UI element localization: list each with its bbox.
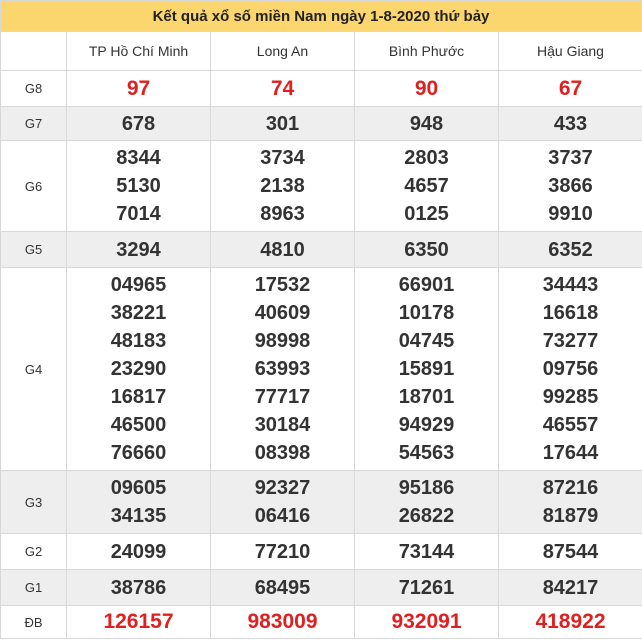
- result-cell: [211, 268, 355, 471]
- winning-number: 67: [558, 76, 583, 100]
- table-row: [1, 268, 642, 471]
- result-cell: [499, 71, 642, 107]
- winning-number: 09605: [110, 477, 167, 499]
- winning-number: 81879: [542, 505, 599, 527]
- winning-number: 6350: [404, 238, 449, 261]
- result-cell: [67, 534, 211, 570]
- prize-label: G7: [1, 107, 67, 141]
- winning-number: 99285: [542, 386, 599, 408]
- winning-number: 16618: [542, 302, 599, 324]
- page-title: Kết quả xổ số miền Nam ngày 1-8-2020 thứ bảy: [0, 0, 642, 31]
- table-row: [1, 534, 642, 570]
- result-cell: [499, 570, 642, 606]
- result-cell: [67, 71, 211, 107]
- winning-number: 74: [270, 76, 295, 100]
- result-cell: [211, 606, 355, 639]
- winning-number: 6352: [548, 238, 593, 261]
- winning-number: 34443: [542, 274, 599, 296]
- winning-number: 71261: [398, 576, 455, 599]
- result-cell: [499, 107, 642, 141]
- result-cell: [355, 606, 499, 639]
- winning-number: 94929: [398, 414, 455, 436]
- winning-number: 0125: [404, 203, 449, 225]
- winning-number: 10178: [398, 302, 455, 324]
- winning-number: 08398: [254, 442, 311, 464]
- column-header-province[interactable]: Bình Phước: [355, 32, 499, 71]
- winning-number: 98998: [254, 330, 311, 352]
- winning-number: 73277: [542, 330, 599, 352]
- result-cell: [211, 570, 355, 606]
- corner-cell: [1, 32, 67, 71]
- result-cell: [211, 141, 355, 232]
- result-cell: [67, 570, 211, 606]
- winning-number: 48183: [110, 330, 167, 352]
- result-cell: [67, 268, 211, 471]
- winning-number: 87216: [542, 477, 599, 499]
- result-cell: [355, 107, 499, 141]
- winning-number: 92327: [254, 477, 311, 499]
- result-cell: [211, 534, 355, 570]
- winning-number: 09756: [542, 358, 599, 380]
- prize-label: G6: [1, 141, 67, 232]
- winning-number: 77210: [254, 540, 311, 563]
- winning-number: 46557: [542, 414, 599, 436]
- results-body: [1, 71, 642, 639]
- result-cell: [211, 471, 355, 534]
- results-table: [0, 31, 642, 639]
- winning-number: 87544: [542, 540, 599, 563]
- column-header-province[interactable]: Long An: [211, 32, 355, 71]
- result-cell: [499, 232, 642, 268]
- winning-number: 3737: [548, 147, 593, 169]
- winning-number: 2803: [404, 147, 449, 169]
- winning-number: 46500: [110, 414, 167, 436]
- winning-number: 63993: [254, 358, 311, 380]
- winning-number: 17532: [254, 274, 311, 296]
- winning-number: 983009: [247, 610, 318, 633]
- result-cell: [355, 71, 499, 107]
- winning-number: 5130: [116, 175, 161, 197]
- winning-number: 8344: [116, 147, 161, 169]
- table-row: [1, 141, 642, 232]
- winning-number: 76660: [110, 442, 167, 464]
- result-cell: [499, 141, 642, 232]
- winning-number: 06416: [254, 505, 311, 527]
- winning-number: 90: [414, 76, 439, 100]
- winning-number: 95186: [398, 477, 455, 499]
- winning-number: 7014: [116, 203, 161, 225]
- winning-number: 8963: [260, 203, 305, 225]
- prize-label: G8: [1, 71, 67, 107]
- winning-number: 38221: [110, 302, 167, 324]
- result-cell: [67, 606, 211, 639]
- winning-number: 30184: [254, 414, 311, 436]
- winning-number: 04745: [398, 330, 455, 352]
- result-cell: [67, 141, 211, 232]
- winning-number: 23290: [110, 358, 167, 380]
- result-cell: [355, 232, 499, 268]
- result-cell: [355, 268, 499, 471]
- winning-number: 4657: [404, 175, 449, 197]
- result-cell: [499, 534, 642, 570]
- column-header-province[interactable]: TP Hồ Chí Minh: [67, 32, 211, 71]
- header-row: [1, 32, 642, 71]
- column-header-province[interactable]: Hậu Giang: [499, 32, 642, 71]
- winning-number: 38786: [110, 576, 167, 599]
- winning-number: 04965: [110, 274, 167, 296]
- winning-number: 26822: [398, 505, 455, 527]
- winning-number: 66901: [398, 274, 455, 296]
- table-row: [1, 471, 642, 534]
- result-cell: [355, 471, 499, 534]
- result-cell: [211, 71, 355, 107]
- winning-number: 3294: [116, 238, 161, 261]
- winning-number: 4810: [260, 238, 305, 261]
- winning-number: 948: [409, 112, 444, 135]
- prize-label: ĐB: [1, 606, 67, 639]
- winning-number: 3866: [548, 175, 593, 197]
- winning-number: 678: [121, 112, 156, 135]
- winning-number: 54563: [398, 442, 455, 464]
- winning-number: 73144: [398, 540, 455, 563]
- table-row: [1, 107, 642, 141]
- result-cell: [499, 471, 642, 534]
- winning-number: 17644: [542, 442, 599, 464]
- winning-number: 97: [126, 76, 151, 100]
- winning-number: 15891: [398, 358, 455, 380]
- winning-number: 40609: [254, 302, 311, 324]
- table-row: [1, 71, 642, 107]
- winning-number: 84217: [542, 576, 599, 599]
- result-cell: [211, 232, 355, 268]
- winning-number: 34135: [110, 505, 167, 527]
- result-cell: [355, 534, 499, 570]
- winning-number: 301: [265, 112, 300, 135]
- table-row: [1, 570, 642, 606]
- winning-number: 77717: [254, 386, 311, 408]
- result-cell: [211, 107, 355, 141]
- prize-label: G2: [1, 534, 67, 570]
- winning-number: 18701: [398, 386, 455, 408]
- table-row: [1, 232, 642, 268]
- winning-number: 126157: [103, 610, 174, 633]
- prize-label: G3: [1, 471, 67, 534]
- winning-number: 3734: [260, 147, 305, 169]
- result-cell: [499, 606, 642, 639]
- winning-number: 16817: [110, 386, 167, 408]
- result-cell: [67, 471, 211, 534]
- winning-number: 932091: [391, 610, 462, 633]
- prize-label: G4: [1, 268, 67, 471]
- result-cell: [67, 232, 211, 268]
- winning-number: 2138: [260, 175, 305, 197]
- winning-number: 68495: [254, 576, 311, 599]
- prize-label: G1: [1, 570, 67, 606]
- winning-number: 433: [553, 112, 588, 135]
- winning-number: 9910: [548, 203, 593, 225]
- table-row: [1, 606, 642, 639]
- result-cell: [355, 570, 499, 606]
- result-cell: [67, 107, 211, 141]
- result-cell: [355, 141, 499, 232]
- winning-number: 418922: [535, 610, 606, 633]
- result-cell: [499, 268, 642, 471]
- prize-label: G5: [1, 232, 67, 268]
- winning-number: 24099: [110, 540, 167, 563]
